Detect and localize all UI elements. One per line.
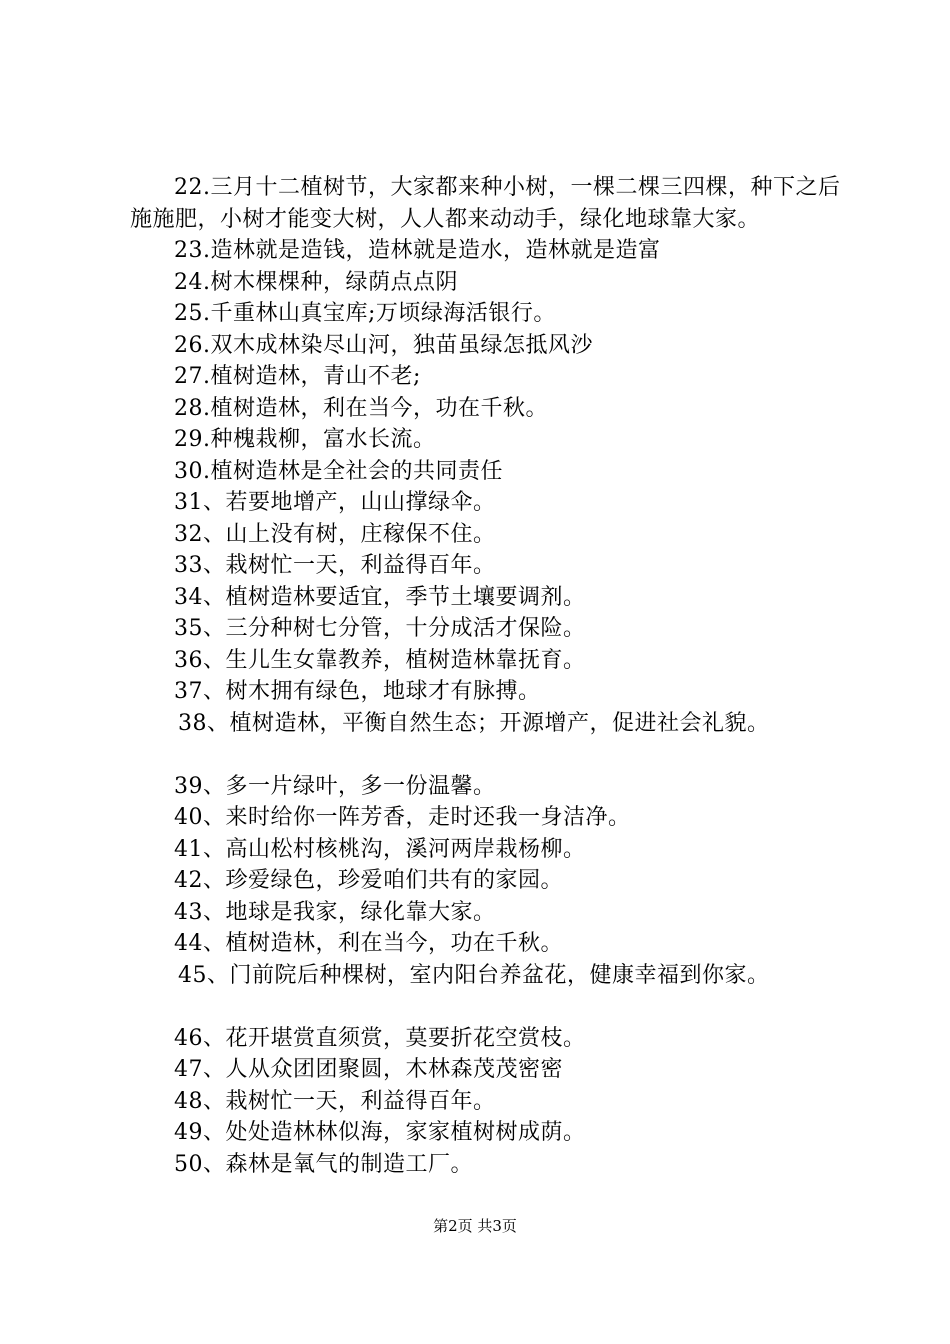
slogan-line-33: 33、栽树忙一天，利益得百年。 xyxy=(174,553,496,578)
slogan-line-46: 46、花开堪赏直须赏，莫要折花空赏枝。 xyxy=(174,1025,586,1051)
slogan-line-32: 32、山上没有树，庄稼保不住。 xyxy=(174,521,496,547)
slogan-line-23: 23.造林就是造钱，造林就是造水，造林就是造富 xyxy=(174,238,661,263)
slogan-line-27: 27.植树造林，青山不老; xyxy=(174,364,421,389)
slogan-line-42: 42、珍爱绿色，珍爱咱们共有的家园。 xyxy=(174,868,563,893)
slogan-line-50: 50、森林是氧气的制造工厂。 xyxy=(174,1151,473,1177)
slogan-line-39: 39、多一片绿叶，多一份温馨。 xyxy=(174,773,496,799)
slogan-line-25: 25.千重林山真宝库;万顷绿海活银行。 xyxy=(174,301,556,326)
page-footer: 第2页 共3页 xyxy=(433,1217,517,1235)
slogan-line-40: 40、来时给你一阵芳香，走时还我一身洁净。 xyxy=(174,805,631,830)
document-body xyxy=(130,172,850,1180)
slogan-line-26: 26.双木成林染尽山河，独苗虽绿怎抵风沙 xyxy=(174,332,593,358)
slogan-line-28: 28.植树造林，利在当今，功在千秋。 xyxy=(174,395,548,421)
slogan-line-36: 36、生儿生女靠教养，植树造林靠抚育。 xyxy=(174,647,586,673)
slogan-line-43: 43、地球是我家，绿化靠大家。 xyxy=(174,899,496,925)
slogan-paragraph-22: 22.三月十二植树节，大家都来种小树，一棵二棵三四棵，种下之后施施肥，小树才能变大树，人人都来动动手，绿化地球靠大家。 xyxy=(130,175,841,232)
slogan-line-38: 38、植树造林，平衡自然生态；开源增产，促进社会礼貌。 xyxy=(178,710,770,736)
slogan-line-44: 44、植树造林，利在当今，功在千秋。 xyxy=(174,931,563,956)
slogan-line-48: 48、栽树忙一天，利益得百年。 xyxy=(174,1088,496,1114)
slogan-line-34: 34、植树造林要适宜，季节土壤要调剂。 xyxy=(174,584,586,610)
slogan-line-31: 31、若要地增产，山山撑绿伞。 xyxy=(174,490,496,515)
slogan-line-29: 29.种槐栽柳，富水长流。 xyxy=(174,427,436,452)
slogan-line-45: 45、门前院后种棵树，室内阳台养盆花，健康幸福到你家。 xyxy=(178,962,770,988)
slogan-line-49: 49、处处造林林似海，家家植树树成荫。 xyxy=(174,1120,586,1145)
slogan-line-41: 41、高山松村核桃沟，溪河两岸栽杨柳。 xyxy=(174,836,586,862)
slogan-line-37: 37、树木拥有绿色，地球才有脉搏。 xyxy=(174,679,541,704)
slogan-line-30: 30.植树造林是全社会的共同责任 xyxy=(174,458,503,484)
slogan-line-47: 47、人从众团团聚圆，木林森茂茂密密 xyxy=(174,1057,563,1082)
slogan-line-24: 24.树木棵棵种，绿荫点点阴 xyxy=(174,269,458,295)
slogan-line-35: 35、三分种树七分管，十分成活才保险。 xyxy=(174,616,586,641)
